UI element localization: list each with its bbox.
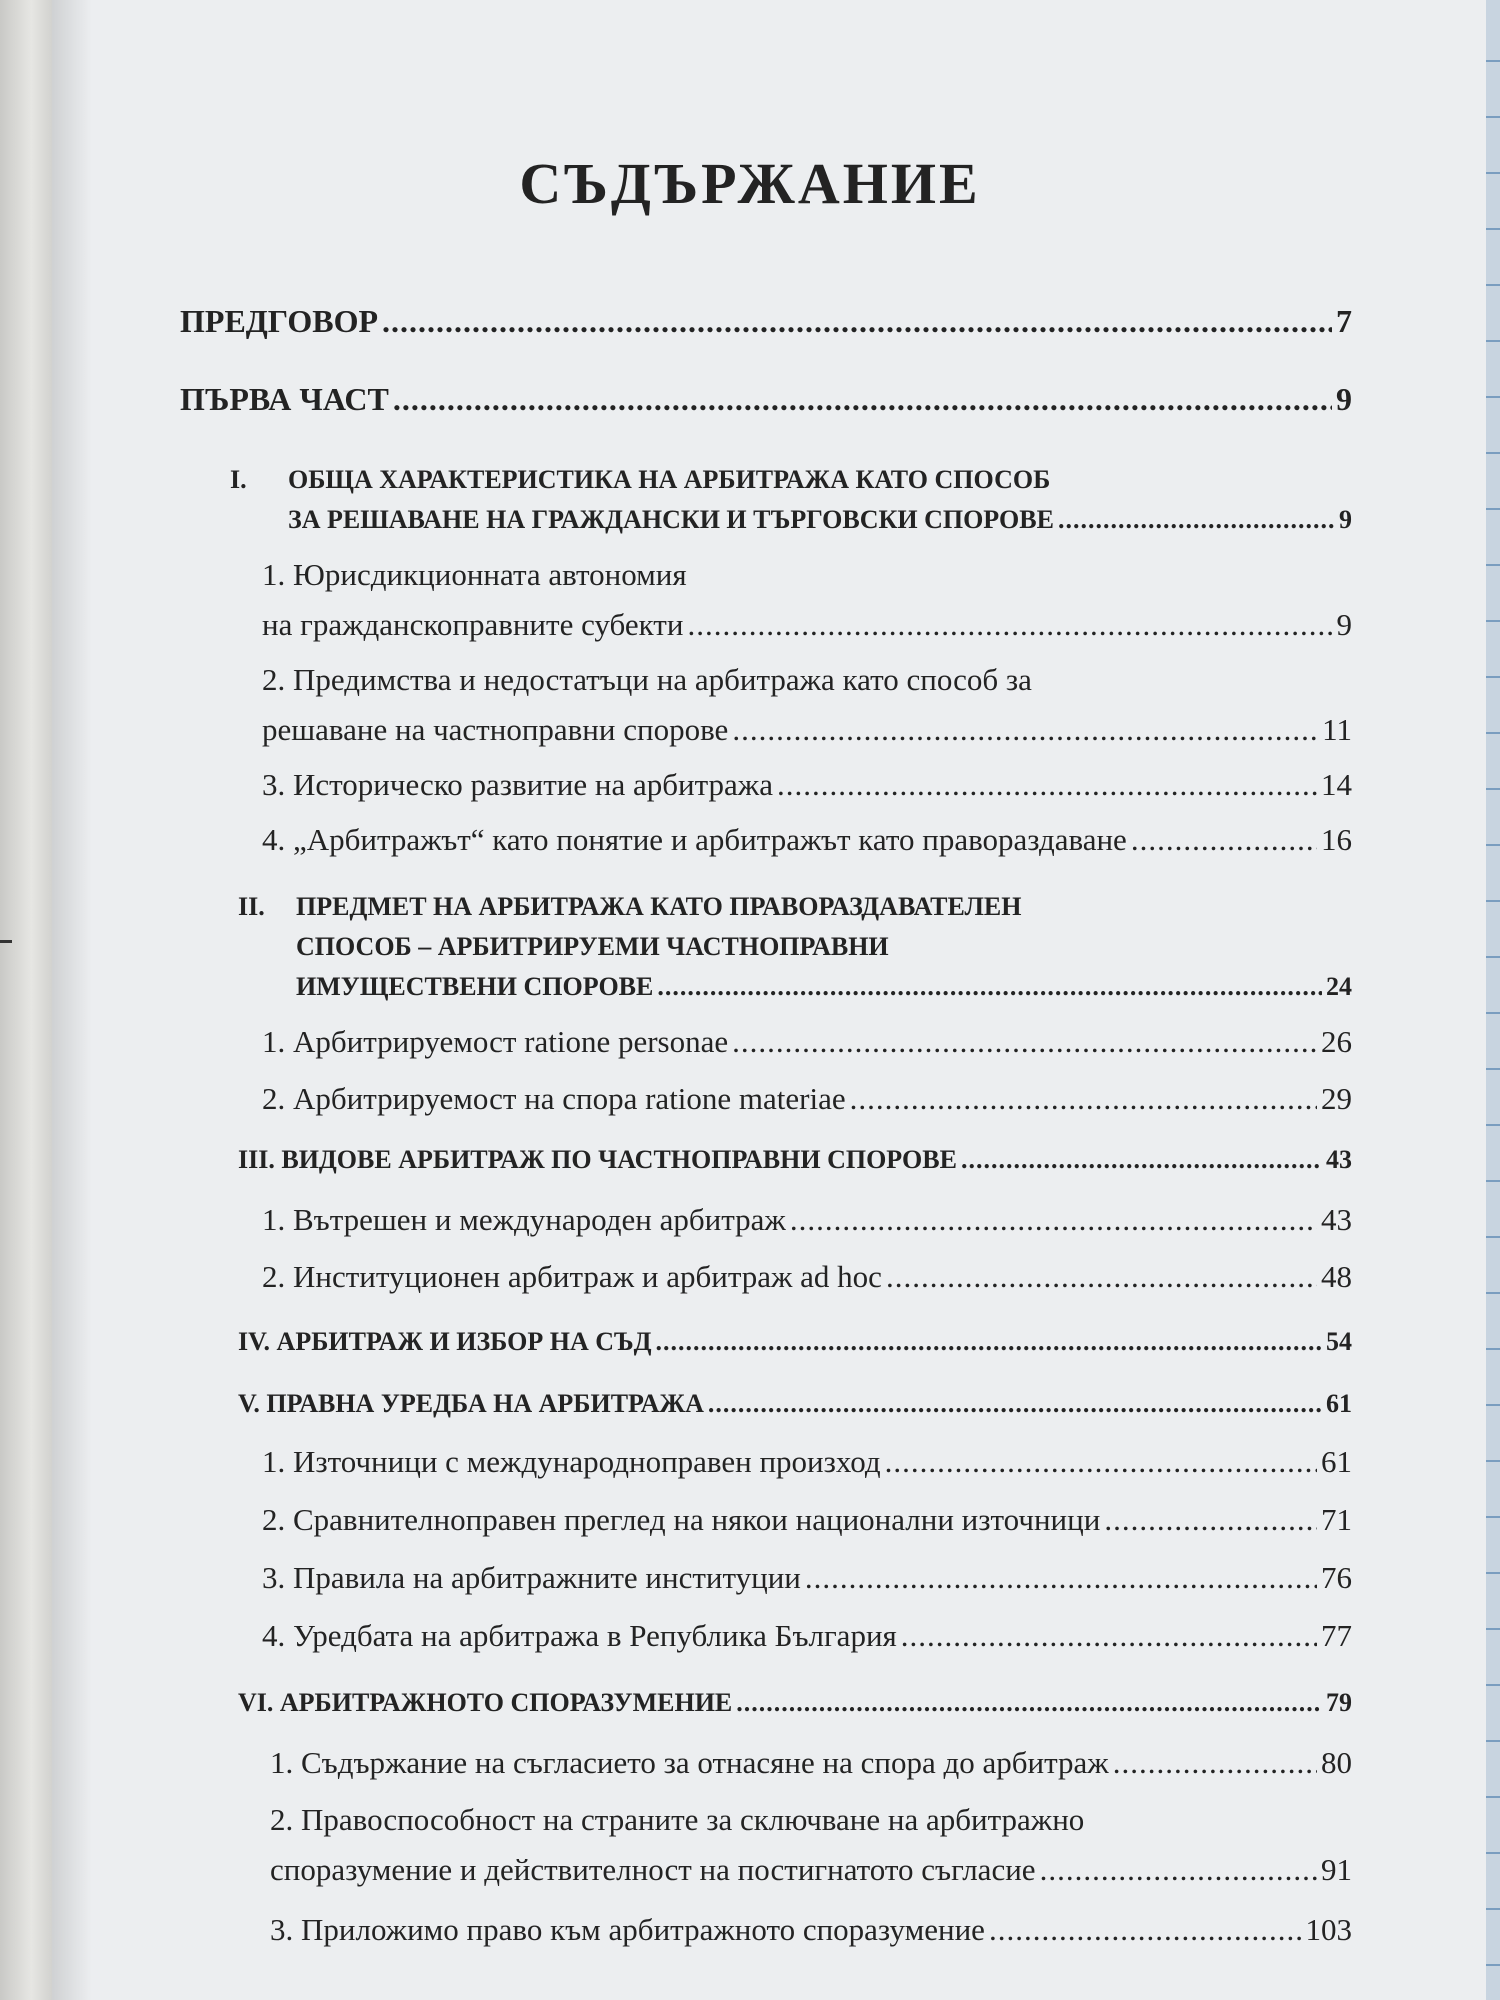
entry-title: 2. Институционен арбитраж и арбитраж ad hoc (262, 1259, 882, 1294)
dot-leader (1058, 500, 1335, 540)
toc-entry (262, 1553, 1352, 1603)
dot-leader (732, 705, 1318, 755)
page-number: 79 (1326, 1688, 1352, 1717)
page-number: 48 (1321, 1259, 1352, 1294)
dot-leader (777, 760, 1317, 810)
entry-title: 4. „Арбитражът“ като понятие и арбитражът като правораздаване (262, 822, 1127, 857)
dot-leader (732, 1017, 1317, 1067)
entry-title-line: 2. Правоспособност на страните за сключване на арбитражно (270, 1802, 1085, 1837)
dot-leader (382, 300, 1332, 342)
dot-leader (790, 1195, 1317, 1245)
page-number: 26 (1321, 1024, 1352, 1059)
dot-leader (736, 1683, 1322, 1723)
page-number: 7 (1336, 303, 1352, 339)
toc-entry (262, 1017, 1352, 1067)
dot-leader (708, 1384, 1322, 1424)
toc-entry (262, 1195, 1352, 1245)
dot-leader (805, 1553, 1317, 1603)
entry-title: ПРЕДГОВОР (180, 303, 379, 339)
entry-title-line: 2. Предимства и недостатъци на арбитража като способ за (262, 662, 1032, 697)
page-number: 9 (1339, 505, 1352, 534)
entry-title: III. ВИДОВЕ АРБИТРАЖ ПО ЧАСТНОПРАВНИ СПОРОВЕ (238, 1145, 957, 1174)
dot-leader (1040, 1845, 1317, 1895)
entry-title-line: ПРЕДМЕТ НА АРБИТРАЖА КАТО ПРАВОРАЗДАВАТЕЛЕН (296, 892, 1022, 921)
page-number: 80 (1321, 1745, 1352, 1780)
entry-title: 1. Източници с международноправен произход (262, 1444, 881, 1479)
page-number: 16 (1321, 822, 1352, 857)
page-number: 103 (1305, 1912, 1352, 1947)
toc-entry (262, 760, 1352, 810)
toc-entry (262, 815, 1352, 865)
entry-title: 1. Съдържание на съгласието за отнасяне на спора до арбитраж (270, 1745, 1109, 1780)
page-number: 71 (1321, 1502, 1352, 1537)
entry-title: 3. Правила на арбитражните институции (262, 1560, 801, 1595)
page-number: 76 (1321, 1560, 1352, 1595)
entry-title: на гражданскоправните субекти (262, 607, 684, 642)
page-number: 29 (1321, 1081, 1352, 1116)
entry-title: 1. Арбитрируемост ratione personae (262, 1024, 729, 1059)
entry-title-line: ОБЩА ХАРАКТЕРИСТИКА НА АРБИТРАЖА КАТО СПОСОБ (288, 465, 1051, 494)
toc-entry (262, 1495, 1352, 1545)
entry-title-line: 1. Юрисдикционната автономия (262, 557, 687, 592)
chapter-number: I. (230, 465, 247, 494)
toc-entry (270, 1738, 1352, 1788)
toc-entry (270, 1905, 1352, 1955)
entry-title: VI. АРБИТРАЖНОТО СПОРАЗУМЕНИЕ (238, 1688, 733, 1717)
entry-title: V. ПРАВНА УРЕДБА НА АРБИТРАЖА (238, 1389, 704, 1418)
dot-leader (657, 967, 1322, 1007)
entry-title: 4. Уредбата на арбитража в Република България (262, 1618, 897, 1653)
toc-entry (262, 1437, 1352, 1487)
page-number: 11 (1322, 712, 1352, 747)
dot-leader (850, 1074, 1317, 1124)
dot-leader (886, 1252, 1317, 1302)
dot-leader (1131, 815, 1317, 865)
entry-title: 3. Приложимо право към арбитражното споразумение (270, 1912, 985, 1947)
page-number: 61 (1321, 1444, 1352, 1479)
entry-title: решаване на частноправни спорове (262, 712, 729, 747)
toc-entry (262, 550, 1352, 650)
chapter-number: II. (238, 892, 265, 921)
toc-entry (238, 1384, 1352, 1424)
dot-leader (1113, 1738, 1317, 1788)
entry-title: 3. Историческо развитие на арбитража (262, 767, 773, 802)
page-number: 54 (1326, 1327, 1352, 1356)
page-title: СЪДЪРЖАНИЕ (519, 151, 981, 216)
page-number: 14 (1321, 767, 1352, 802)
toc-entry (180, 378, 1352, 420)
page-number: 77 (1321, 1618, 1352, 1653)
entry-title: IV. АРБИТРАЖ И ИЗБОР НА СЪД (238, 1327, 652, 1356)
page-number: 91 (1321, 1852, 1352, 1887)
toc-entry (238, 1140, 1352, 1180)
page-number: 43 (1321, 1202, 1352, 1237)
toc-entry (262, 1074, 1352, 1124)
entry-title: споразумение и действителност на постигнатото съгласие (270, 1852, 1036, 1887)
entry-title: 2. Сравнителноправен преглед на някои национални източници (262, 1502, 1101, 1537)
page-number: 9 (1336, 607, 1352, 642)
entry-title: 1. Вътрешен и международен арбитраж (262, 1202, 786, 1237)
dot-leader (885, 1437, 1317, 1487)
toc-entry (262, 1252, 1352, 1302)
page-number: 61 (1326, 1389, 1352, 1418)
dot-leader (393, 378, 1332, 420)
page-number: 24 (1326, 972, 1352, 1001)
toc-entry (270, 1795, 1352, 1895)
page-number: 43 (1326, 1145, 1352, 1174)
dot-leader (687, 600, 1332, 650)
entry-title-line: СПОСОБ – АРБИТРИРУЕМИ ЧАСТНОПРАВНИ (296, 932, 889, 961)
entry-title: ПЪРВА ЧАСТ (180, 381, 389, 417)
toc-entry (238, 887, 1352, 1007)
entry-title: 2. Арбитрируемост на спора ratione materiae (262, 1081, 846, 1116)
toc-entry (238, 1683, 1352, 1723)
dot-leader (989, 1905, 1302, 1955)
dot-leader (961, 1140, 1322, 1180)
toc-entry (262, 1611, 1352, 1661)
dot-leader (1104, 1495, 1317, 1545)
toc-entry (262, 655, 1352, 755)
page-number: 9 (1336, 381, 1352, 417)
entry-title: ЗА РЕШАВАНЕ НА ГРАЖДАНСКИ И ТЪРГОВСКИ СПОРОВЕ (288, 505, 1054, 534)
toc-entry (180, 300, 1352, 342)
toc-entry (238, 1322, 1352, 1362)
entry-title: ИМУЩЕСТВЕНИ СПОРОВЕ (296, 972, 654, 1001)
dot-leader (656, 1322, 1323, 1362)
dot-leader (901, 1611, 1317, 1661)
toc-entry (230, 460, 1352, 540)
